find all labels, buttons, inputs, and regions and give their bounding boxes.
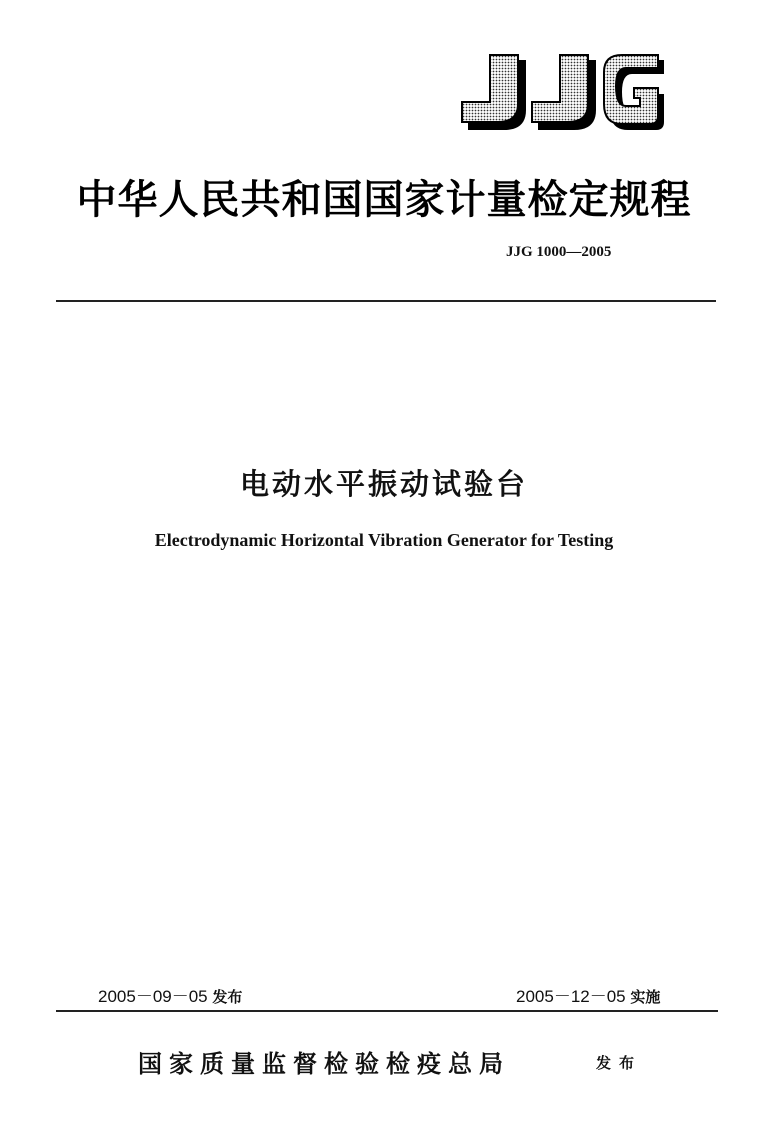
implement-label: 实施 [630, 988, 661, 1006]
regulation-series-title: 中华人民共和国国家计量检定规程 [76, 177, 692, 223]
bottom-divider [56, 1010, 718, 1012]
issue-label: 发布 [212, 988, 243, 1006]
implement-date-line [516, 982, 660, 1007]
issue-date: 2005－09－05 [98, 987, 208, 1006]
document-title-en: Electrodynamic Horizontal Vibration Generator for Testing [154, 530, 614, 550]
standard-code: JJG 1000—2005 [506, 244, 612, 260]
publish-label: 发布 [596, 1054, 643, 1072]
issue-date-line [98, 982, 242, 1007]
jjg-logo-icon [456, 52, 670, 132]
document-title-cn: 电动水平振动试验台 [239, 467, 528, 501]
jjg-logo [456, 52, 670, 132]
publisher-name: 国家质量监督检验检疫总局 [138, 1049, 510, 1078]
top-divider [56, 300, 716, 302]
implement-date: 2005－12－05 [516, 987, 626, 1006]
